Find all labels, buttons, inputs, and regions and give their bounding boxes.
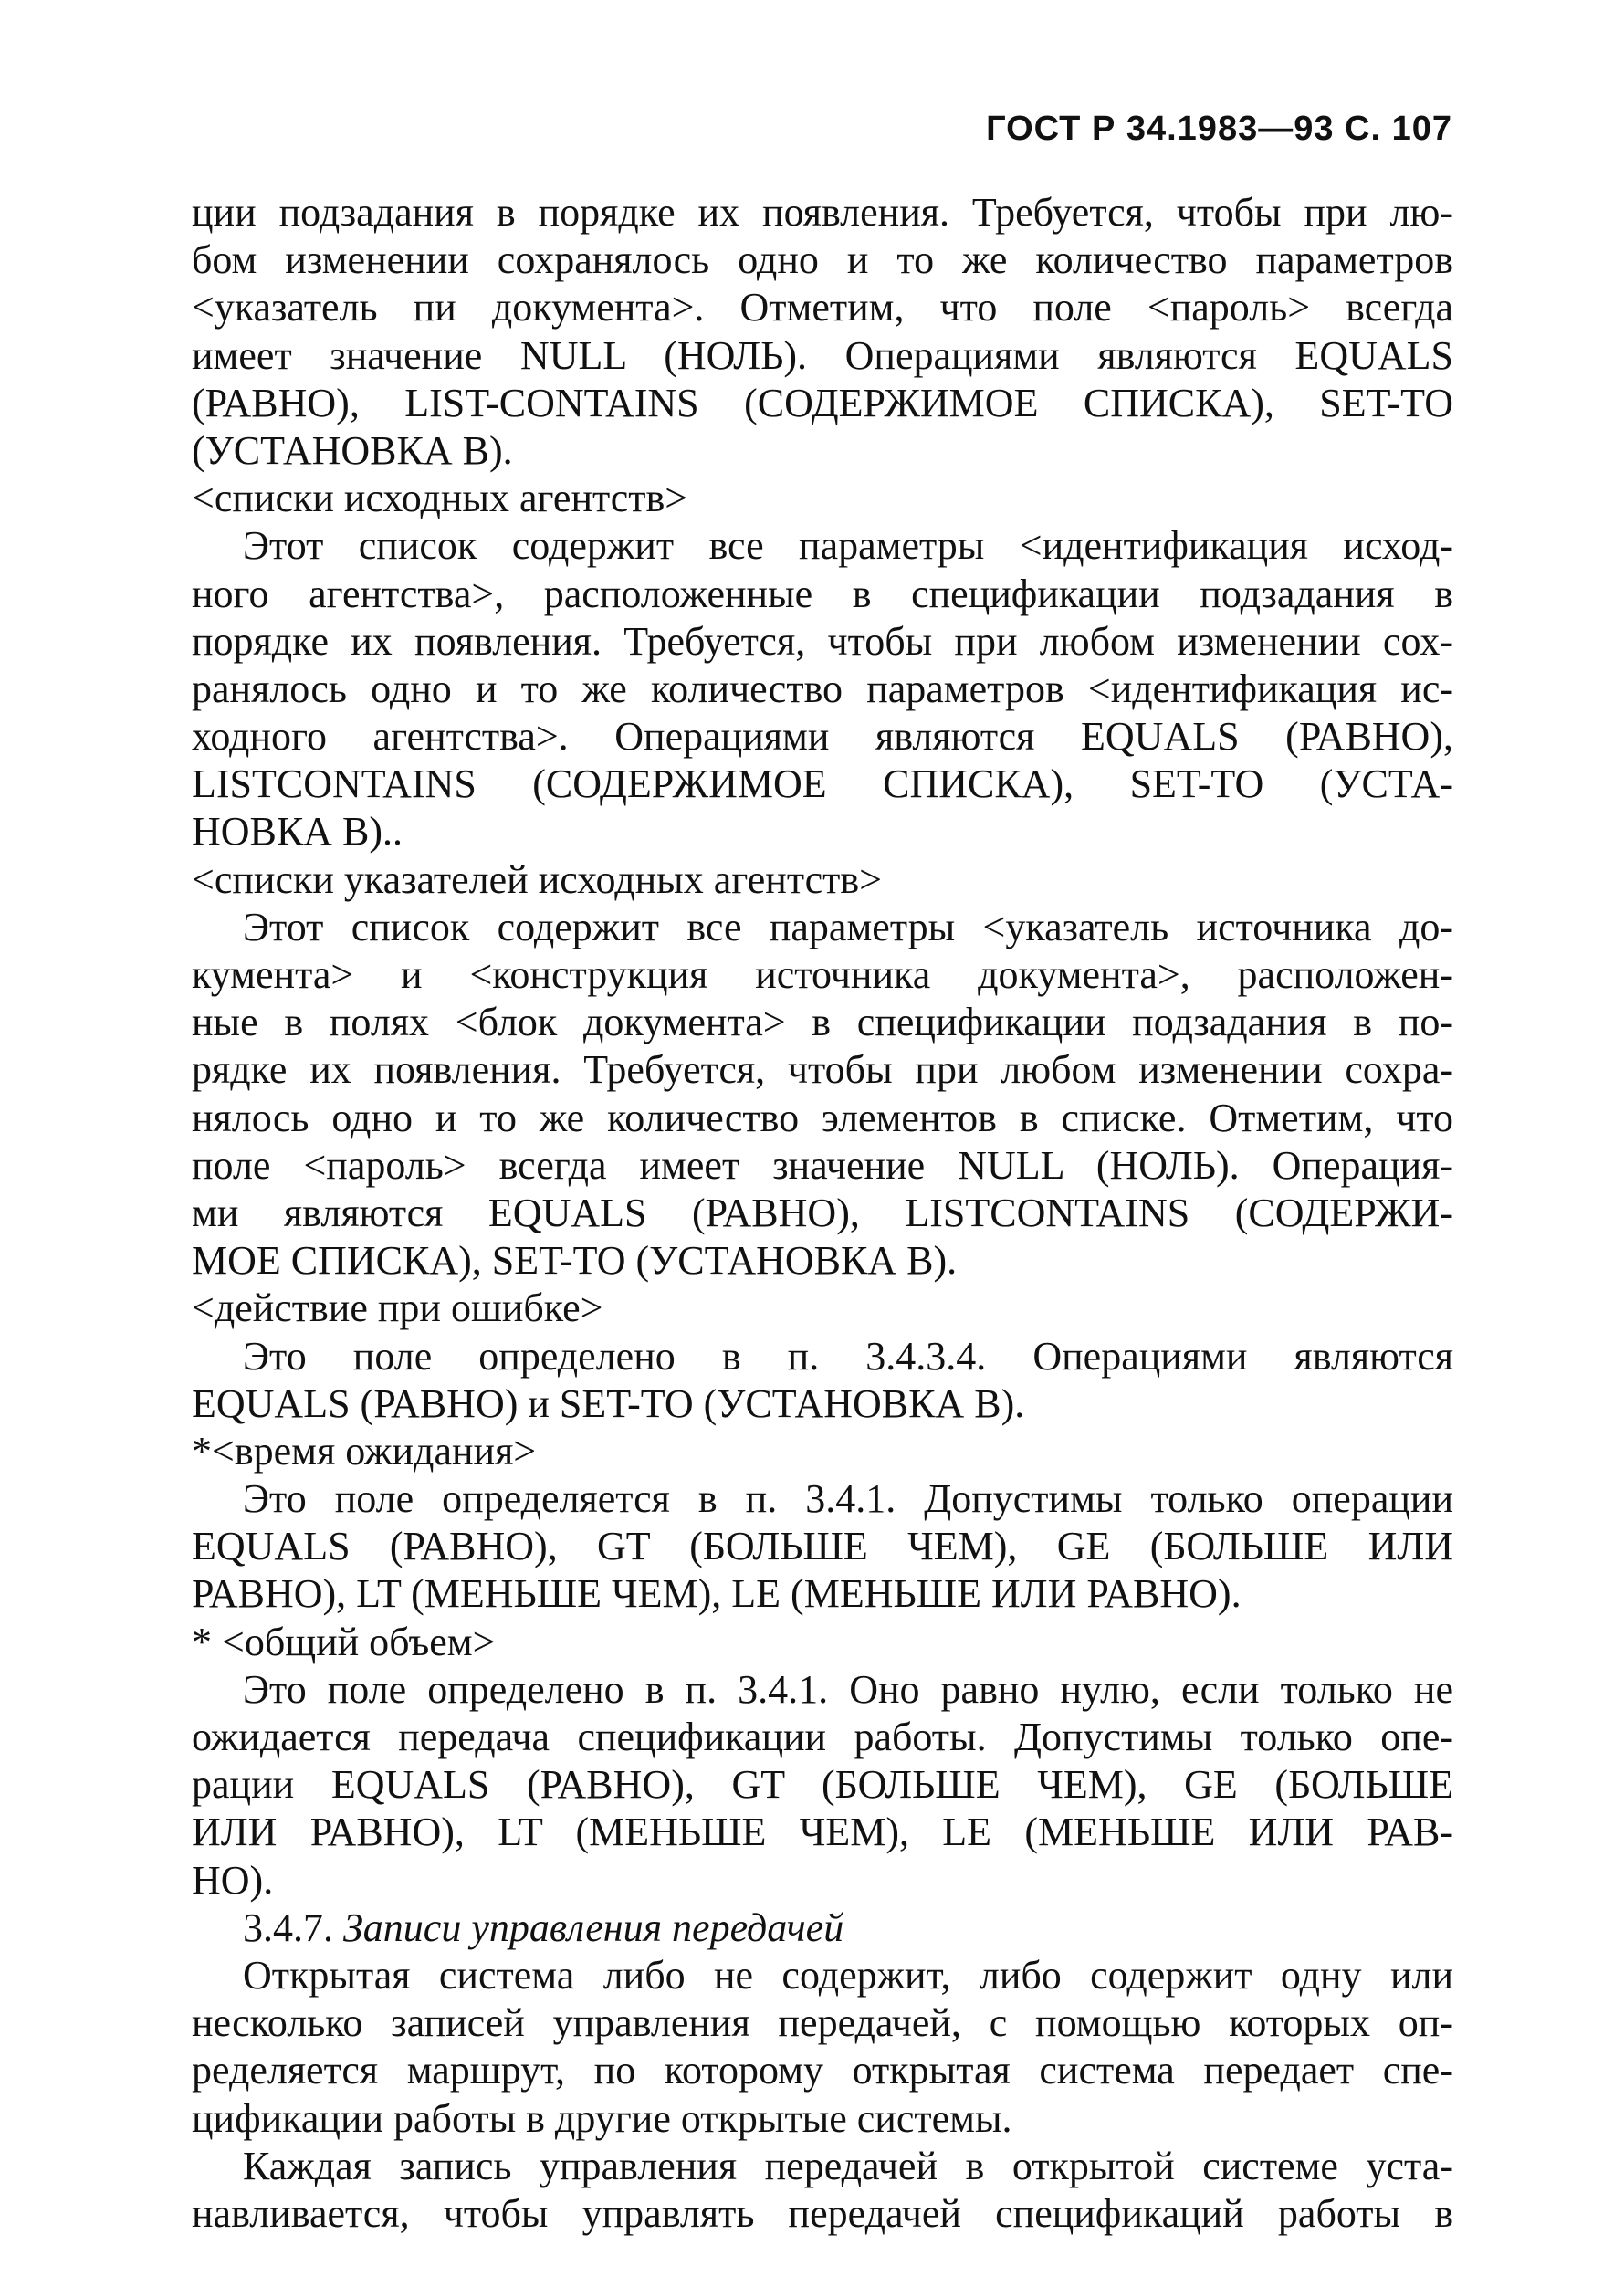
text-line: Это поле определено в п. 3.4.1. Оно равно нулю, если только не <box>243 1666 1453 1712</box>
text-line: рядке их появления. Требуется, чтобы при любом изменении сохра- <box>192 1047 1453 1093</box>
text-line: Этот список содержит все параметры <идентификация исход- <box>243 523 1453 569</box>
text-line: ранялось одно и то же количество параметров <идентификация ис- <box>192 666 1453 711</box>
field-heading: <списки указателей исходных агентств> <box>192 856 882 902</box>
text-line: <указатель пи документа>. Отметим, что поле <пароль> всегда <box>192 285 1453 330</box>
text-line: НО). <box>192 1857 274 1903</box>
text-line: МОЕ СПИСКА), SET-TO (УСТАНОВКА В). <box>192 1238 958 1284</box>
text-line: бом изменении сохранялось одно и то же количество параметров <box>192 237 1453 283</box>
field-heading: *<время ожидания> <box>192 1428 537 1474</box>
section-number: 3.4.7. <box>243 1904 333 1950</box>
text-line: EQUALS (РАВНО) и SET-TO (УСТАНОВКА В). <box>192 1380 1025 1426</box>
text-line: рации EQUALS (РАВНО), GT (БОЛЬШЕ ЧЕМ), GE (БОЛЬШЕ <box>192 1762 1453 1808</box>
text-line: имеет значение NULL (НОЛЬ). Операциями являются EQUALS <box>192 332 1453 378</box>
text-line: Это поле определяется в п. 3.4.1. Допустимы только операции <box>243 1476 1453 1522</box>
text-line: ного агентства>, расположенные в спецификации подзадания в <box>192 571 1453 616</box>
text-line: НОВКА В).. <box>192 809 403 855</box>
field-heading: <действие при ошибке> <box>192 1285 603 1331</box>
text-line: РАВНО), LT (МЕНЬШЕ ЧЕМ), LE (МЕНЬШЕ ИЛИ РАВНО). <box>192 1571 1242 1617</box>
text-line: ределяется маршрут, по которому открытая система передает спе- <box>192 2048 1453 2093</box>
text-line: Каждая запись управления передачей в открытой системе уста- <box>243 2143 1453 2188</box>
text-line: ИЛИ РАВНО), LT (МЕНЬШЕ ЧЕМ), LE (МЕНЬШЕ ИЛИ РАВ- <box>192 1810 1453 1855</box>
text-line: Это поле определено в п. 3.4.3.4. Операциями являются <box>243 1333 1453 1379</box>
text-line: кумента> и <конструкция источника документа>, расположен- <box>192 952 1453 997</box>
text-line: LISTCONTAINS (СОДЕРЖИМОЕ СПИСКА), SET-TO (УСТА- <box>192 761 1453 807</box>
section-heading <box>192 1904 1453 1952</box>
section-title: Записи управления передачей <box>343 1904 844 1950</box>
text-line: Этот список содержит все параметры <указатель источника до- <box>243 904 1453 949</box>
text-line: EQUALS (РАВНО), GT (БОЛЬШЕ ЧЕМ), GE (БОЛЬШЕ ИЛИ <box>192 1524 1453 1569</box>
text-line: порядке их появления. Требуется, чтобы при любом изменении сох- <box>192 618 1453 664</box>
text-line: цификации работы в другие открытые системы. <box>192 2095 1012 2141</box>
text-line: ожидается передача спецификации работы. Допустимы только опе- <box>192 1715 1453 1759</box>
text-line: ходного агентства>. Операциями являются EQUALS (РАВНО), <box>192 714 1453 760</box>
text-line: Открытая система либо не содержит, либо содержит одну или <box>243 1952 1453 1998</box>
running-header: ГОСТ Р 34.1983—93 С. 107 <box>986 110 1452 148</box>
text-line: (РАВНО), LIST-CONTAINS (СОДЕРЖИМОЕ СПИСКА), SET-TO <box>192 380 1453 425</box>
text-line: ные в полях <блок документа> в спецификации подзадания в по- <box>192 1000 1453 1045</box>
text-line: ции подзадания в порядке их появления. Требуется, чтобы при лю- <box>192 190 1453 235</box>
text-line: нялось одно и то же количество элементов в списке. Отметим, что <box>192 1095 1453 1140</box>
text-line: ми являются EQUALS (РАВНО), LISTCONTAINS (СОДЕРЖИ- <box>192 1190 1453 1235</box>
text-line: несколько записей управления передачей, с помощью которых оп- <box>192 2000 1453 2046</box>
field-heading: * <общий объем> <box>192 1619 496 1664</box>
text-line: поле <пароль> всегда имеет значение NULL (НОЛЬ). Операция- <box>192 1142 1453 1188</box>
field-heading: <списки исходных агентств> <box>192 476 688 521</box>
text-line: навливается, чтобы управлять передачей спецификаций работы в <box>192 2190 1453 2236</box>
text-line: (УСТАНОВКА В). <box>192 427 513 473</box>
body-text <box>192 189 1453 2238</box>
